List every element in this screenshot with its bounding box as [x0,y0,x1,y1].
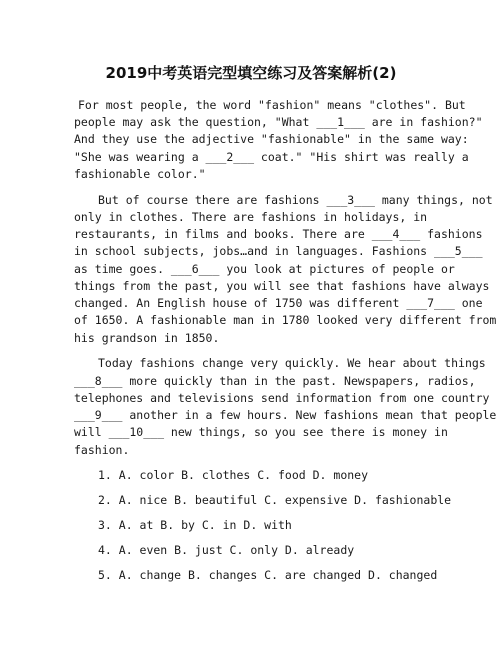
paragraph-1-line-5: fashionable color." [74,167,206,181]
paragraph-3-line-2: ___8___ more quickly than in the past. Newspapers, radios, [74,374,476,388]
question-2: 2. A. nice B. beautiful C. expensive D. fashionable [98,493,452,507]
paragraph-3-line-3: telephones and televisions send information from one country [74,391,490,405]
paragraph-2-line-1: But of course there are fashions ___3___ many things, not [98,193,493,207]
paragraph-1-line-1: For most people, the word "fashion" means "clothes". But [78,98,466,112]
paragraph-2-line-4: in school subjects, jobs…and in languages. Fashions ___5___ [74,244,483,258]
paragraph-1-line-3: And they use the adjective "fashionable" in the same way: [74,132,469,146]
paragraph-2-line-8: of 1650. A fashionable man in 1780 looked very different from [74,313,497,327]
paragraph-2-line-3: restaurants, in films and books. There are ___4___ fashions [74,227,483,241]
paragraph-2-line-9: his grandson in 1850. [74,331,220,345]
question-3: 3. A. at B. by C. in D. with [98,518,292,532]
paragraph-3-line-6: fashion. [74,443,130,457]
paragraph-3-line-5: will ___10___ new things, so you see there is money in [74,425,448,439]
paragraph-3-line-4: ___9___ another in a few hours. New fashions mean that people [74,408,497,422]
paragraph-2-line-5: as time goes. ___6___ you look at pictures of people or [74,262,455,276]
document-title: 2019中考英语完型填空练习及答案解析(2) [105,64,397,82]
paragraph-2-line-6: things from the past, you will see that fashions have always [74,279,490,293]
paragraph-1-line-2: people may ask the question, "What ___1___ are in fashion?" [74,115,483,129]
paragraph-3-line-1: Today fashions change very quickly. We hear about things [98,356,486,370]
paragraph-2-line-2: only in clothes. There are fashions in holidays, in [74,210,428,224]
question-4: 4. A. even B. just C. only D. already [98,543,355,557]
question-5: 5. A. change B. changes C. are changed D. changed [98,568,438,582]
paragraph-2-line-7: changed. An English house of 1750 was different ___7___ one [74,296,483,310]
paragraph-1-line-4: "She was wearing a ___2___ coat." "His shirt was really a [74,150,469,164]
question-1: 1. A. color B. clothes C. food D. money [98,468,369,482]
